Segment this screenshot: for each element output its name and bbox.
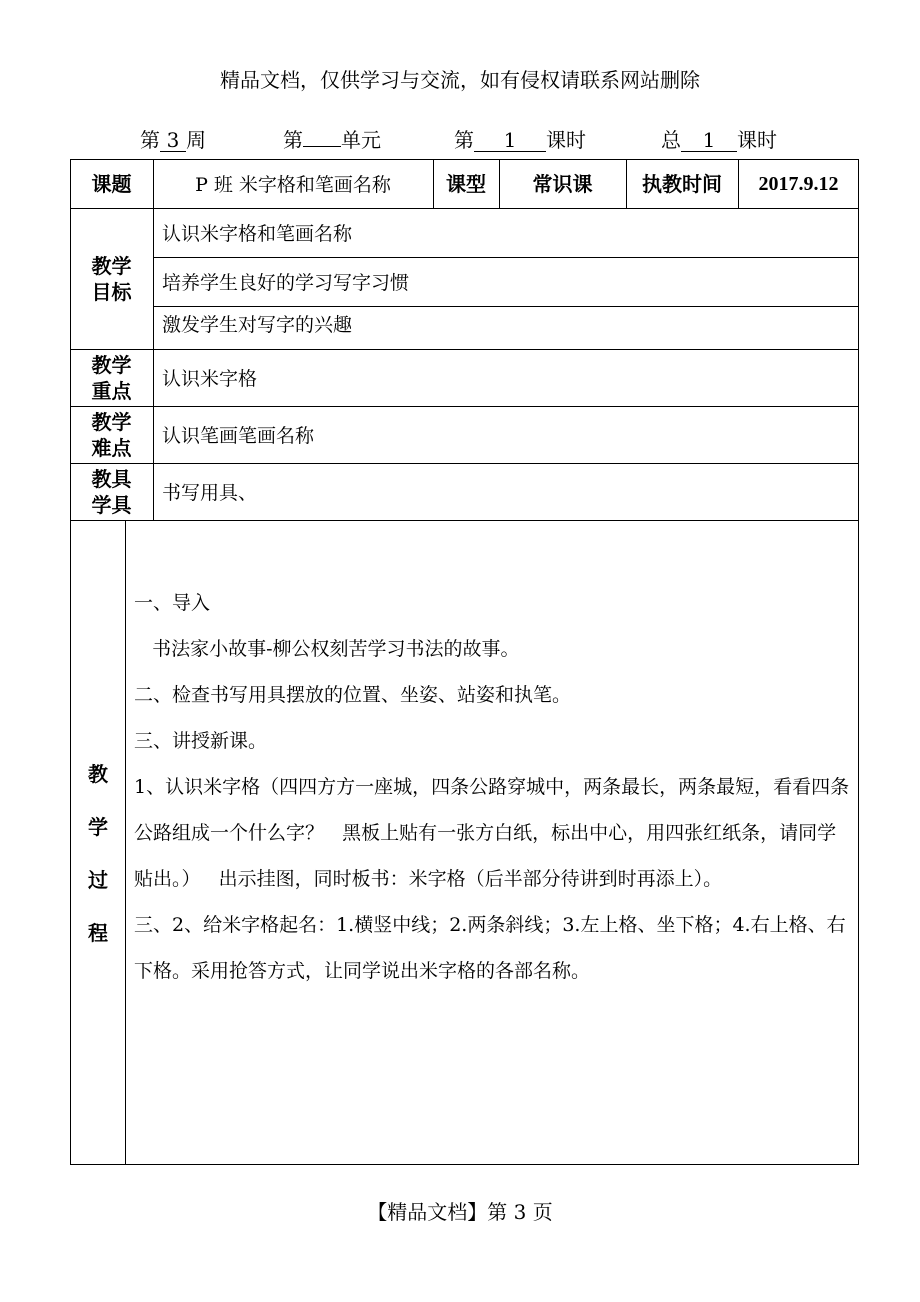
week-info (140, 124, 206, 153)
process-paragraph: 三、2、给米字格起名：1.横竖中线；2.两条斜线；3.左上格、坐下格；4.右上格、右下格。采用抢答方式，让同学说出米字格的各部名称。 (134, 914, 846, 982)
process-content (134, 580, 852, 994)
page-footer: 【精品文档】第 3 页 (367, 1200, 553, 1224)
unit-prefix: 第 (283, 128, 303, 152)
week-prefix: 第 (140, 128, 160, 152)
col-divider (153, 159, 154, 520)
objectives-label: 教学 目标 (91, 253, 132, 304)
objective-item: 认识米字格和笔画名称 (162, 223, 353, 245)
unit-info (283, 124, 381, 153)
topic-value: P 班 米字格和笔画名称 (195, 174, 391, 196)
key-point-value: 认识米字格 (162, 368, 258, 390)
lesson-value: 1 (474, 129, 546, 152)
process-paragraph: 一、导入 (134, 592, 211, 614)
total-suffix: 课时 (737, 128, 777, 152)
unit-suffix: 单元 (341, 128, 381, 152)
tools-label: 教具 学具 (91, 466, 132, 517)
process-label: 教 学 过 程 (88, 762, 108, 945)
type-value: 常识课 (532, 171, 593, 196)
row-divider (70, 520, 859, 521)
key-point-label: 教学 重点 (91, 352, 132, 403)
topic-label: 课题 (91, 171, 132, 196)
process-paragraph: 书法家小故事-柳公权刻苦学习书法的故事。 (134, 638, 520, 660)
date-value: 2017.9.12 (758, 172, 839, 195)
lesson-prefix: 第 (454, 128, 474, 152)
date-label: 执教时间 (642, 171, 722, 196)
total-info (661, 124, 777, 153)
objective-item: 培养学生良好的学习写字习惯 (162, 272, 410, 294)
process-paragraph: 二、检查书写用具摆放的位置、坐姿、站姿和执笔。 (134, 684, 572, 706)
objective-item: 激发学生对写字的兴趣 (162, 314, 353, 336)
page-header: 精品文档，仅供学习与交流，如有侵权请联系网站删除 (220, 68, 700, 92)
difficulty-value: 认识笔画笔画名称 (162, 425, 315, 447)
lesson-info (454, 124, 586, 153)
week-value: 3 (160, 129, 186, 152)
type-label: 课型 (446, 171, 486, 196)
lesson-suffix: 课时 (546, 128, 586, 152)
process-paragraph: 三、讲授新课。 (134, 730, 268, 752)
difficulty-label: 教学 难点 (91, 409, 132, 460)
process-paragraph: 1、认识米字格（四四方方一座城，四条公路穿城中，两条最长，两条最短，看看四条公路组成一个什么字？ 黑板上贴有一张方白纸，标出中心，用四张红纸条，请同学贴出。） 出示挂图，同时板书：米字格（后半部分待讲到时再添上）。 (134, 776, 850, 890)
total-prefix: 总 (661, 128, 681, 152)
tools-value: 书写用具、 (162, 482, 258, 504)
unit-value (303, 146, 341, 147)
total-value: 1 (681, 129, 737, 152)
week-suffix: 周 (186, 128, 206, 152)
